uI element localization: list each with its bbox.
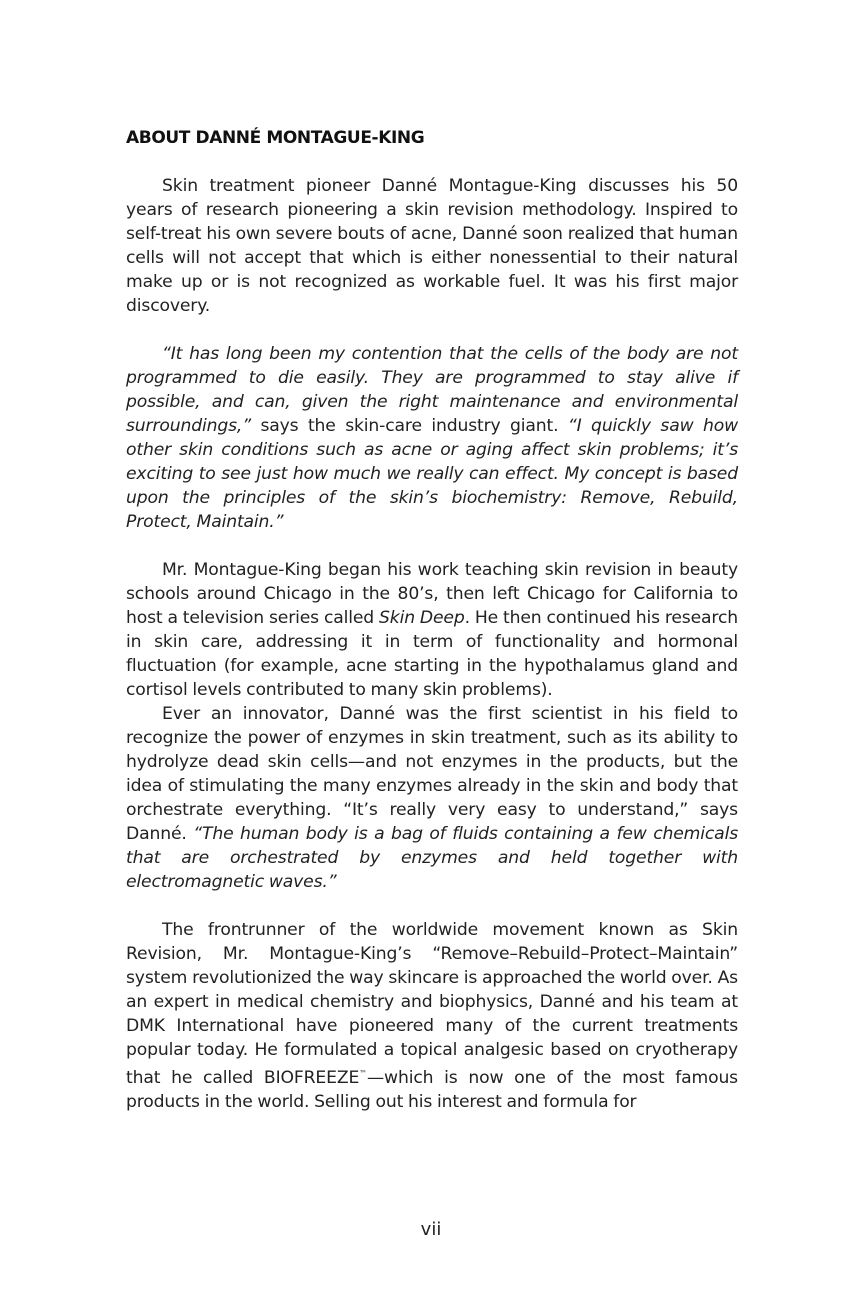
paragraph-intro: Skin treatment pioneer Danné Montague-King discusses his 50 years of research pioneering a skin revision methodology. Inspired to self-treat his own severe bouts of acne, Danné soon realized that human cells will not accept that which is either nonessential to their natural make up or is not recognized as workable fuel. It was his first major discovery. — [126, 176, 738, 316]
paragraph-gap — [126, 318, 738, 342]
body-text: The frontrunner of the worldwide movement known as Skin Revision, Mr. Montague-King’s “Remove–Rebuild–Protect–Maintain” system revolutionized the way skincare is approached the world over. As an expert in medical chemistry and biophysics, Danné and his team at DMK International have pioneered many of the current treatments popular today. He formulated a topical analgesic based on cryotherapy that he called BIOFREEZE — [126, 920, 738, 1088]
paragraph-quote — [126, 342, 738, 534]
quote-text: “The human body is a bag of fluids containing a few chemicals that are orchestrated by enzymes and held together with electromagnetic waves.” — [126, 824, 738, 892]
paragraph-enzymes — [126, 702, 738, 894]
show-title: Skin Deep — [379, 608, 465, 628]
quote-text: “It has long been my contention that the cells of the body are not programmed to die easily. They are programmed to stay alive if possible, and can, given the right maintenance and environmental surroundings,” — [126, 344, 738, 436]
paragraph-skin-revision — [126, 918, 738, 1114]
page-body — [126, 126, 738, 1114]
paragraph-gap — [126, 894, 738, 918]
attribution-text: says the skin-care industry giant. — [251, 416, 568, 436]
body-text: Mr. Montague-King began his work teaching skin revision in beauty schools around Chicago in the 80’s, then left Chicago for California to host a television series called — [126, 560, 738, 628]
paragraph-career — [126, 558, 738, 702]
section-heading: ABOUT DANNÉ MONTAGUE-KING — [126, 128, 425, 148]
page-number: vii — [420, 1219, 442, 1240]
body-text: . He then continued his research in skin care, addressing it in term of functionality and hormonal fluctuation (for example, acne starting in the hypothalamus gland and cortisol levels contributed to many skin problems). — [126, 608, 738, 700]
trademark-symbol: ™ — [359, 1069, 368, 1078]
body-text: Ever an innovator, Danné was the first scientist in his field to recognize the power of enzymes in skin treatment, such as its ability to hydrolyze dead skin cells—and not enzymes in the products, but the idea of stimulating the many enzymes already in the skin and body that orchestrate everything. “It’s really very easy to understand,” says Danné. — [126, 704, 738, 844]
body-text: —which is now one of the most famous products in the world. Selling out his interest and formula for — [126, 1068, 738, 1112]
quote-text: “I quickly saw how other skin conditions such as acne or aging affect skin problems; it’s exciting to see just how much we really can effect. My concept is based upon the principles of the skin’s biochemistry: Remove, Rebuild, Protect, Maintain.” — [126, 416, 738, 532]
paragraph-gap — [126, 534, 738, 558]
